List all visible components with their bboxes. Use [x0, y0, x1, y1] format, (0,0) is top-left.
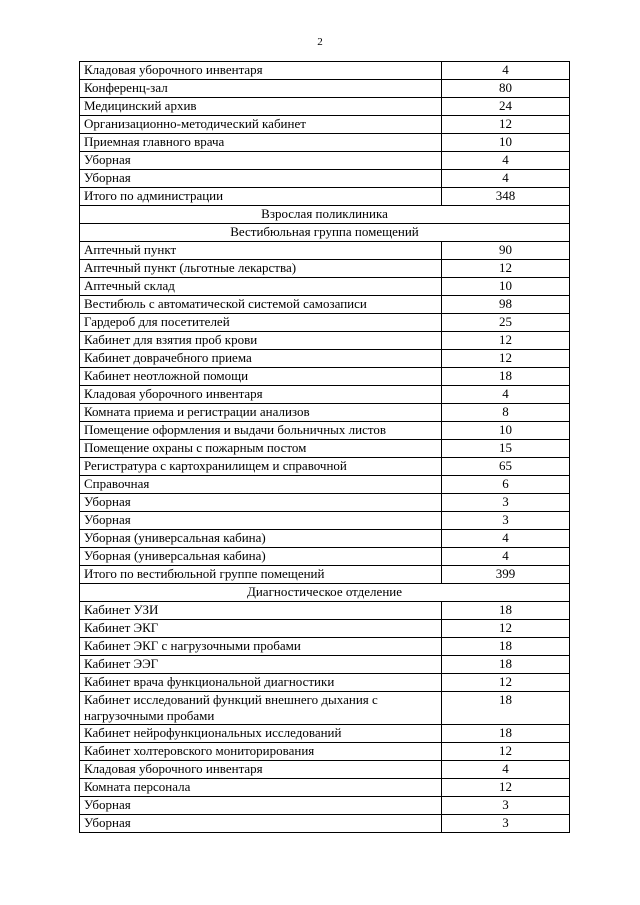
room-name-cell: Гардероб для посетителей — [80, 314, 442, 332]
room-name-cell: Медицинский архив — [80, 98, 442, 116]
table-row — [80, 779, 570, 797]
room-name-cell: Аптечный пункт (льготные лекарства) — [80, 260, 442, 278]
table-row — [80, 815, 570, 833]
table-row — [80, 620, 570, 638]
table-row — [80, 797, 570, 815]
room-area-cell: 348 — [442, 188, 570, 206]
room-area-cell: 65 — [442, 458, 570, 476]
section-header-row — [80, 584, 570, 602]
table-row — [80, 692, 570, 725]
room-area-cell: 12 — [442, 743, 570, 761]
table-row — [80, 602, 570, 620]
room-area-cell: 4 — [442, 548, 570, 566]
section-header-row — [80, 224, 570, 242]
room-name-cell: Кладовая уборочного инвентаря — [80, 62, 442, 80]
table-row — [80, 188, 570, 206]
table-row — [80, 566, 570, 584]
room-area-cell: 98 — [442, 296, 570, 314]
room-area-cell: 3 — [442, 512, 570, 530]
room-area-cell: 18 — [442, 638, 570, 656]
room-name-cell: Кладовая уборочного инвентаря — [80, 386, 442, 404]
room-area-cell: 10 — [442, 278, 570, 296]
table-row — [80, 332, 570, 350]
table-row — [80, 530, 570, 548]
room-area-cell: 12 — [442, 674, 570, 692]
room-name-cell: Кабинет нейрофункциональных исследований — [80, 725, 442, 743]
table-row — [80, 476, 570, 494]
room-name-cell: Комната персонала — [80, 779, 442, 797]
rooms-table — [79, 61, 570, 833]
room-area-cell: 18 — [442, 368, 570, 386]
room-name-cell: Итого по вестибюльной группе помещений — [80, 566, 442, 584]
room-name-cell: Кабинет для взятия проб крови — [80, 332, 442, 350]
table-row — [80, 404, 570, 422]
table-row — [80, 278, 570, 296]
room-area-cell: 18 — [442, 725, 570, 743]
room-area-cell: 12 — [442, 260, 570, 278]
room-name-cell: Уборная — [80, 494, 442, 512]
table-row — [80, 170, 570, 188]
room-name-cell: Кабинет неотложной помощи — [80, 368, 442, 386]
room-area-cell: 12 — [442, 350, 570, 368]
room-area-cell: 18 — [442, 602, 570, 620]
table-row — [80, 761, 570, 779]
table-row — [80, 440, 570, 458]
room-name-cell: Уборная — [80, 152, 442, 170]
room-name-cell: Уборная (универсальная кабина) — [80, 548, 442, 566]
room-name-cell: Кабинет ЭКГ — [80, 620, 442, 638]
table-row — [80, 674, 570, 692]
table-row — [80, 638, 570, 656]
table-row — [80, 548, 570, 566]
rooms-table-body — [80, 62, 570, 833]
table-row — [80, 743, 570, 761]
table-row — [80, 242, 570, 260]
room-area-cell: 399 — [442, 566, 570, 584]
room-area-cell: 25 — [442, 314, 570, 332]
room-name-cell: Кабинет УЗИ — [80, 602, 442, 620]
room-name-cell: Справочная — [80, 476, 442, 494]
table-row — [80, 725, 570, 743]
room-area-cell: 4 — [442, 152, 570, 170]
room-area-cell: 18 — [442, 692, 570, 725]
room-name-cell: Помещение охраны с пожарным постом — [80, 440, 442, 458]
section-title: Диагностическое отделение — [80, 584, 570, 602]
table-row — [80, 260, 570, 278]
room-name-cell: Уборная — [80, 170, 442, 188]
room-name-cell: Уборная (универсальная кабина) — [80, 530, 442, 548]
table-row — [80, 80, 570, 98]
table-row — [80, 62, 570, 80]
table-row — [80, 116, 570, 134]
table-row — [80, 656, 570, 674]
room-name-cell: Уборная — [80, 512, 442, 530]
room-name-cell: Комната приема и регистрации анализов — [80, 404, 442, 422]
table-row — [80, 386, 570, 404]
page-number: 2 — [317, 36, 323, 48]
room-area-cell: 4 — [442, 761, 570, 779]
section-title: Вестибюльная группа помещений — [80, 224, 570, 242]
room-name-cell: Приемная главного врача — [80, 134, 442, 152]
room-name-cell: Кабинет врача функциональной диагностики — [80, 674, 442, 692]
room-area-cell: 80 — [442, 80, 570, 98]
room-area-cell: 10 — [442, 422, 570, 440]
room-area-cell: 12 — [442, 332, 570, 350]
room-area-cell: 3 — [442, 815, 570, 833]
room-area-cell: 4 — [442, 530, 570, 548]
room-area-cell: 12 — [442, 620, 570, 638]
room-area-cell: 6 — [442, 476, 570, 494]
table-row — [80, 368, 570, 386]
table-row — [80, 134, 570, 152]
room-area-cell: 12 — [442, 116, 570, 134]
table-row — [80, 494, 570, 512]
room-area-cell: 4 — [442, 62, 570, 80]
room-name-cell: Кабинет ЭЭГ — [80, 656, 442, 674]
room-name-cell: Помещение оформления и выдачи больничных листов — [80, 422, 442, 440]
room-area-cell: 4 — [442, 170, 570, 188]
room-name-cell: Кабинет холтеровского мониторирования — [80, 743, 442, 761]
section-header-row — [80, 206, 570, 224]
room-area-cell: 15 — [442, 440, 570, 458]
room-name-cell: Кабинет исследований функций внешнего дыхания с нагрузочными пробами — [80, 692, 442, 725]
room-name-cell: Уборная — [80, 815, 442, 833]
room-area-cell: 3 — [442, 797, 570, 815]
room-name-cell: Кабинет ЭКГ с нагрузочными пробами — [80, 638, 442, 656]
table-row — [80, 98, 570, 116]
room-name-cell: Кладовая уборочного инвентаря — [80, 761, 442, 779]
room-area-cell: 24 — [442, 98, 570, 116]
room-area-cell: 18 — [442, 656, 570, 674]
room-name-cell: Аптечный пункт — [80, 242, 442, 260]
room-name-cell: Аптечный склад — [80, 278, 442, 296]
table-row — [80, 314, 570, 332]
table-row — [80, 152, 570, 170]
section-title: Взрослая поликлиника — [80, 206, 570, 224]
room-area-cell: 3 — [442, 494, 570, 512]
room-name-cell: Итого по администрации — [80, 188, 442, 206]
table-row — [80, 458, 570, 476]
table-row — [80, 422, 570, 440]
room-name-cell: Кабинет доврачебного приема — [80, 350, 442, 368]
room-name-cell: Уборная — [80, 797, 442, 815]
room-name-cell: Вестибюль с автоматической системой самозаписи — [80, 296, 442, 314]
room-area-cell: 4 — [442, 386, 570, 404]
table-row — [80, 512, 570, 530]
room-area-cell: 10 — [442, 134, 570, 152]
room-name-cell: Организационно-методический кабинет — [80, 116, 442, 134]
room-area-cell: 90 — [442, 242, 570, 260]
room-name-cell: Регистратура с картохранилищем и справочной — [80, 458, 442, 476]
table-row — [80, 296, 570, 314]
room-area-cell: 8 — [442, 404, 570, 422]
room-name-cell: Конференц-зал — [80, 80, 442, 98]
table-row — [80, 350, 570, 368]
room-area-cell: 12 — [442, 779, 570, 797]
